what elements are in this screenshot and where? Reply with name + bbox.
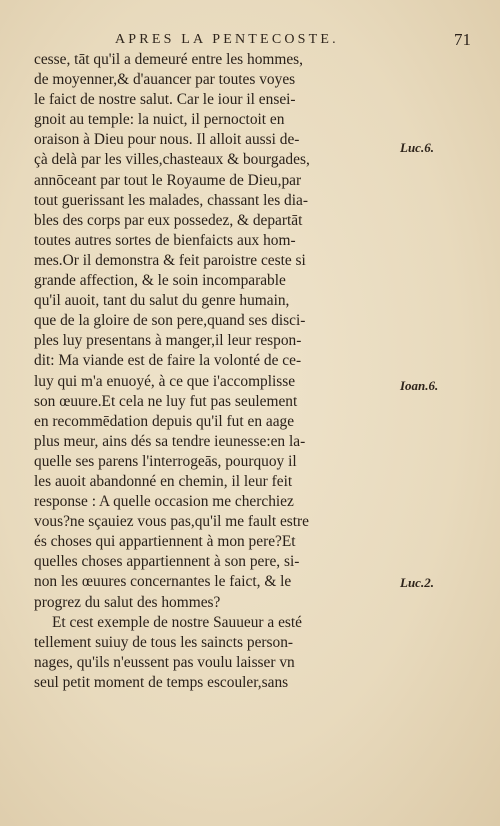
text-line: grande affection, & le soin incomparable xyxy=(34,272,286,290)
text-line: que de la gloire de son pere,quand ses disci- xyxy=(34,312,306,330)
text-line: qu'il auoit, tant du salut du genre humain, xyxy=(34,292,290,310)
text-line: bles des corps par eux possedez, & departāt xyxy=(34,211,303,229)
text-line: les auoit abandonné en chemin, il leur feit xyxy=(34,472,293,490)
text-line: nages, qu'ils n'eussent pas voulu laisser vn xyxy=(34,653,295,671)
text-line: plus meur, ains dés sa tendre ieunesse:en la- xyxy=(34,432,306,450)
text-line: mes.Or il demonstra & feit paroistre ceste si xyxy=(34,251,306,269)
text-line: gnoit au temple: la nuict, il pernoctoit en xyxy=(34,111,285,129)
margin-note-ioan-6: Ioan.6. xyxy=(400,378,439,393)
text-line: son œuure.Et cela ne luy fut pas seulement xyxy=(34,392,298,410)
text-line: seul petit moment de temps escouler,sans xyxy=(34,673,289,691)
text-line: tout guerissant les malades, chassant les dia- xyxy=(34,191,308,209)
text-line: le faict de nostre salut. Car le iour il ensei- xyxy=(34,91,296,109)
running-head: APRES LA PENTECOSTE. xyxy=(115,32,339,47)
text-line: toutes autres sortes de bienfaicts aux hom- xyxy=(34,231,296,249)
text-line: progrez du salut des hommes? xyxy=(34,593,221,611)
paragraph-start-line: Et cest exemple de nostre Sauueur a esté xyxy=(52,613,303,631)
text-line: vous?ne sçauiez vous pas,qu'il me fault estre xyxy=(34,513,310,531)
text-line: annōceant par tout le Royaume de Dieu,par xyxy=(34,171,302,189)
text-line: quelle ses parens l'interrogeās, pourquoy il xyxy=(34,452,297,470)
text-line: non les œuures concernantes le faict, & le xyxy=(34,573,292,591)
text-line: response : A quelle occasion me cherchiez xyxy=(34,493,294,511)
text-line: oraison à Dieu pour nous. Il alloit aussi de- xyxy=(34,131,300,149)
text-line: de moyenner,& d'auancer par toutes voyes xyxy=(34,71,296,89)
margin-note-luc-6: Luc.6. xyxy=(400,140,434,155)
text-line: dit: Ma viande est de faire la volonté de ce- xyxy=(34,352,302,370)
margin-note-luc-2: Luc.2. xyxy=(400,575,434,590)
body-text xyxy=(34,50,402,693)
text-line: luy qui m'a enuoyé, à ce que i'accomplisse xyxy=(34,372,296,390)
text-line: quelles choses appartiennent à son pere, si- xyxy=(34,553,300,571)
text-line: çà delà par les villes,chasteaux & bourgades, xyxy=(34,151,310,169)
text-line: en recommēdation depuis qu'il fut en aage xyxy=(34,412,295,430)
page-number: 71 xyxy=(454,30,471,49)
text-line: ples luy presentans à manger,il leur respon- xyxy=(34,332,302,350)
text-line: cesse, tāt qu'il a demeuré entre les hommes, xyxy=(34,51,304,68)
text-line: és choses qui appartiennent à mon pere?Et xyxy=(34,533,296,551)
text-line: tellement suiuy de tous les saincts person- xyxy=(34,633,294,651)
